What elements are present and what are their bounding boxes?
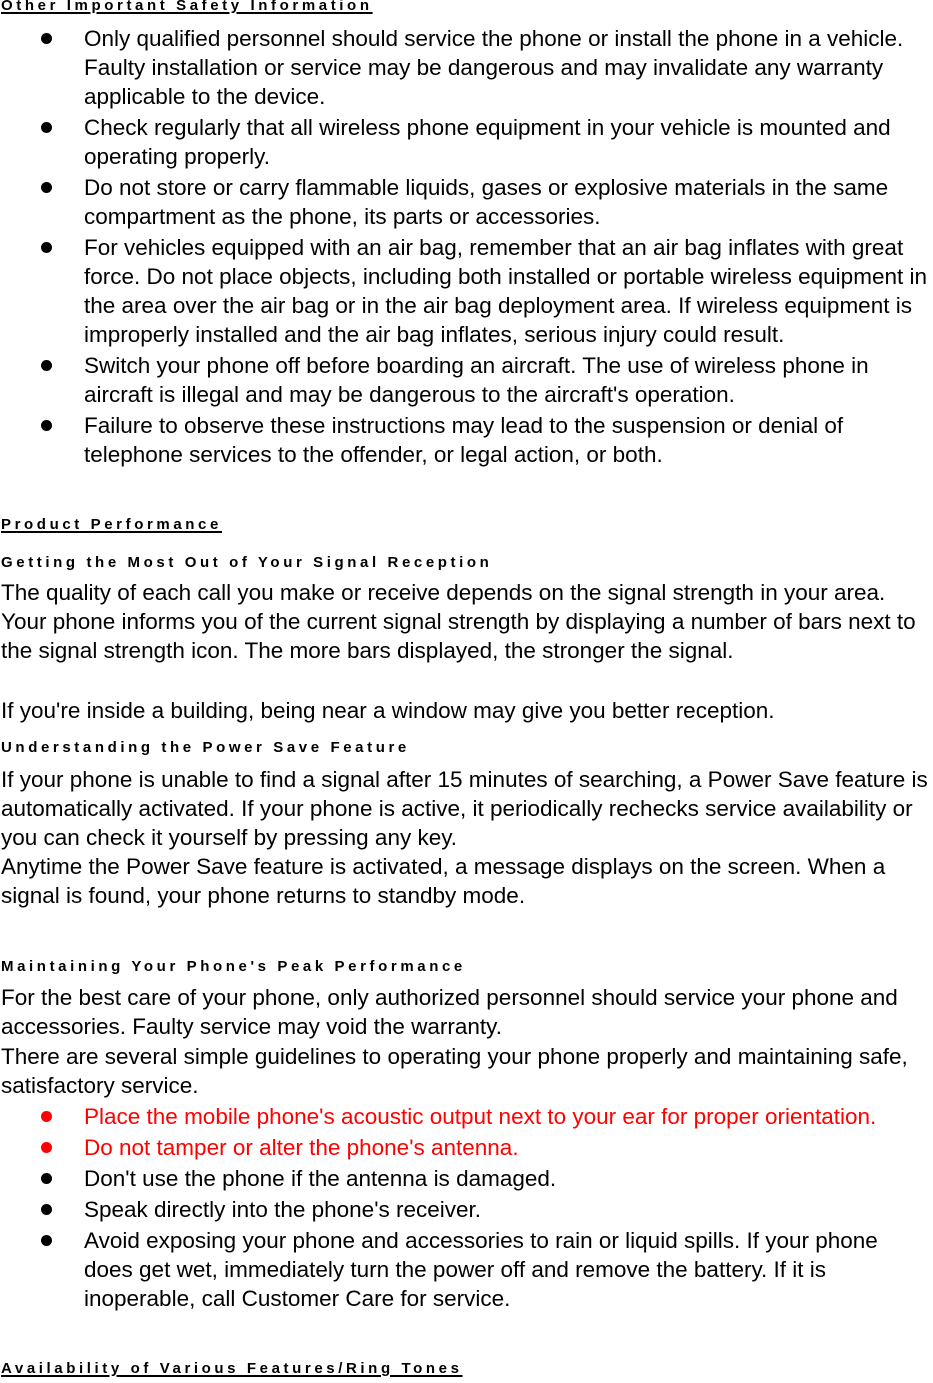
heading-peak-performance: Maintaining Your Phone's Peak Performance (1, 958, 466, 975)
list-item (0, 113, 933, 171)
list-item (0, 351, 933, 409)
list-item (0, 1133, 933, 1162)
list-item-text: Failure to observe these instructions may lead to the suspension or denial of telephone services to the offender, or legal action, or both. (84, 413, 844, 467)
heading-signal-reception: Getting the Most Out of Your Signal Reception (1, 554, 493, 571)
list-item (0, 24, 933, 111)
list-item-text: Only qualified personnel should service the phone or install the phone in a vehicle. Faulty installation or service may be dangerous and may invalidate any warranty applicable to the device. (84, 26, 904, 109)
bullet-dot-icon (41, 1204, 52, 1215)
list-item (0, 1195, 933, 1224)
list-item-text: Switch your phone off before boarding an aircraft. The use of wireless phone in aircraft is illegal and may be dangerous to the aircraft's operation. (84, 353, 869, 407)
bullet-dot-icon (41, 1173, 52, 1184)
bullet-dot-icon (41, 242, 52, 253)
paragraph-power-save-message: Anytime the Power Save feature is activated, a message displays on the screen. When a signal is found, your phone returns to standby mode. (1, 854, 886, 908)
list-item (0, 1102, 933, 1131)
heading-product-performance: Product Performance (1, 516, 222, 533)
list-item (0, 233, 933, 349)
list-item-text: Do not tamper or alter the phone's antenna. (84, 1135, 519, 1160)
list-item (0, 173, 933, 231)
paragraph-guidelines: There are several simple guidelines to operating your phone properly and maintaining safe, satisfactory service. (1, 1044, 908, 1098)
list-item-text: Check regularly that all wireless phone equipment in your vehicle is mounted and operating properly. (84, 115, 891, 169)
bullet-dot-icon (41, 122, 52, 133)
paragraph-signal-quality: The quality of each call you make or receive depends on the signal strength in your area. Your phone informs you of the current signal strength by displaying a number of bars next to the signal strength icon. The more bars displayed, the stronger the signal. (1, 580, 916, 663)
heading-availability: Availability of Various Features/Ring Tones (1, 1360, 463, 1377)
bullet-dot-icon (41, 1111, 52, 1122)
list-item (0, 411, 933, 469)
bullet-dot-icon (41, 360, 52, 371)
list-item (0, 1164, 933, 1193)
heading-power-save: Understanding the Power Save Feature (1, 739, 410, 756)
heading-other-safety: Other Important Safety Information (1, 0, 373, 14)
list-item (0, 1226, 933, 1313)
list-item-text: Do not store or carry flammable liquids, gases or explosive materials in the same compartment as the phone, its parts or accessories. (84, 175, 889, 229)
list-item-text: Avoid exposing your phone and accessories to rain or liquid spills. If your phone does get wet, immediately turn the power off and remove the battery. If it is inoperable, call Customer Care for service. (84, 1228, 878, 1311)
list-item-text: Place the mobile phone's acoustic output next to your ear for proper orientation. (84, 1104, 877, 1129)
list-item-text: Speak directly into the phone's receiver. (84, 1197, 482, 1222)
paragraph-best-care: For the best care of your phone, only authorized personnel should service your phone and accessories. Faulty service may void the warranty. (1, 985, 898, 1039)
bullet-dot-icon (41, 1142, 52, 1153)
paragraph-inside-building: If you're inside a building, being near a window may give you better reception. (1, 698, 775, 723)
bullet-dot-icon (41, 33, 52, 44)
bullet-dot-icon (41, 182, 52, 193)
list-item-text: Don't use the phone if the antenna is damaged. (84, 1166, 557, 1191)
safety-bullet-list (0, 24, 933, 471)
bullet-dot-icon (41, 1235, 52, 1246)
paragraph-power-save-activation: If your phone is unable to find a signal after 15 minutes of searching, a Power Save feature is automatically activated. If your phone is active, it periodically rechecks service availability or you can check it yourself by pressing any key. (1, 767, 928, 850)
bullet-dot-icon (41, 420, 52, 431)
care-bullet-list (0, 1102, 933, 1315)
list-item-text: For vehicles equipped with an air bag, remember that an air bag inflates with great force. Do not place objects, including both installed or portable wireless equipment in the area over the air bag or in the air bag deployment area. If wireless equipment is improperly installed and the air bag inflates, serious injury could result. (84, 235, 927, 347)
